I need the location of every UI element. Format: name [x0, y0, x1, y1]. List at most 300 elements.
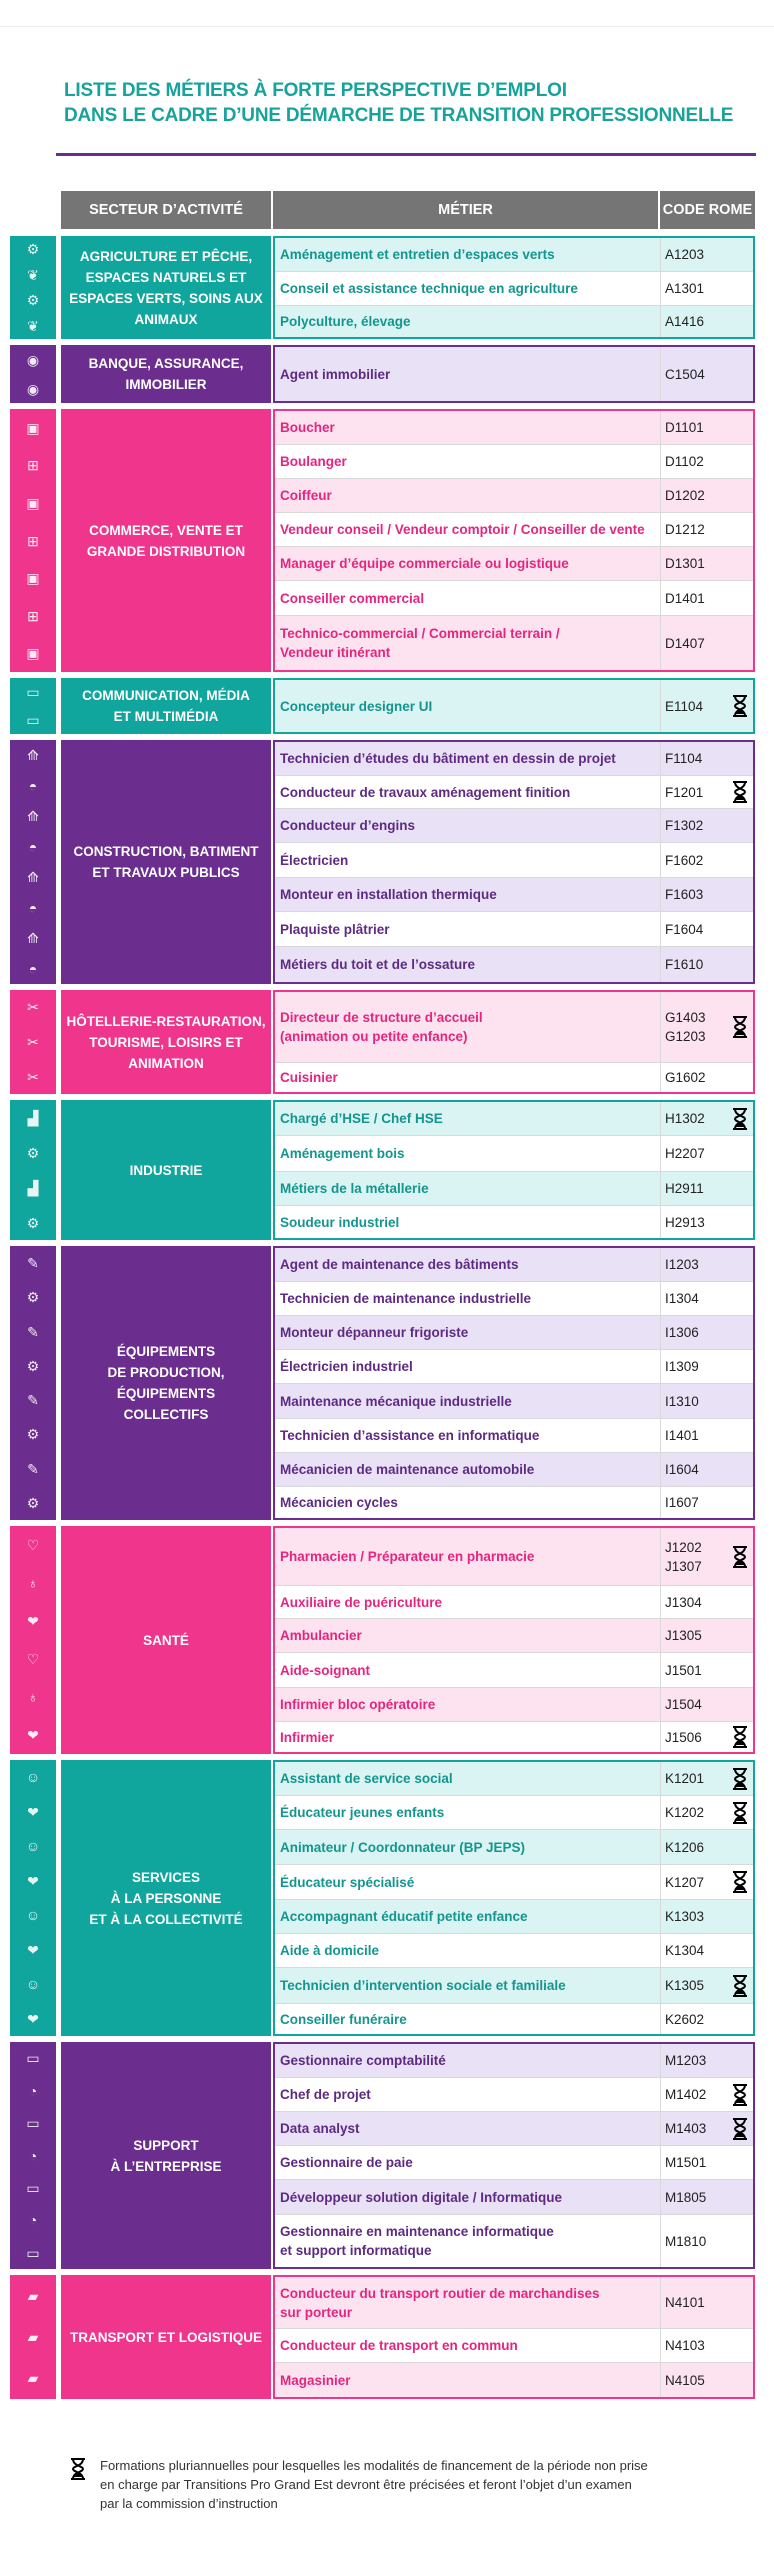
table-row: [275, 445, 753, 479]
sector-jobs: [273, 1100, 755, 1240]
job-label: [275, 1796, 661, 1829]
helmet-icon: ◓: [28, 838, 38, 855]
rome-code-line: J1202: [665, 1539, 702, 1555]
rome-code: [661, 1934, 753, 1967]
table-row: [275, 2044, 753, 2078]
job-label-line: Conseiller funéraire: [280, 2011, 407, 2027]
monitor-icon: ▭: [26, 684, 40, 700]
job-label: [275, 1282, 661, 1315]
sector-name-line: CONSTRUCTION, BATIMENT: [73, 844, 259, 859]
job-label: [275, 1453, 661, 1486]
rome-code: [661, 2180, 753, 2214]
sector-name-line: ANIMATION: [128, 1055, 204, 1071]
tractor-icon: ⚙: [26, 240, 40, 257]
sector-block: [10, 1100, 755, 1240]
job-label: [275, 843, 661, 877]
job-label-line: Agent immobilier: [280, 366, 391, 382]
job-label-line: Monteur dépanneur frigoriste: [280, 1325, 469, 1340]
helmet-icon: ◓: [28, 960, 38, 977]
job-label-line: Éducateur jeunes enfants: [280, 1805, 445, 1820]
table-row: [275, 843, 753, 878]
sector-block: [10, 2042, 755, 2269]
sector-icon-strip: [10, 2275, 56, 2399]
job-label-line: Animateur / Coordonnateur (BP JEPS): [280, 1839, 526, 1855]
rome-code: [661, 2146, 753, 2179]
rome-code-line: I1401: [665, 1428, 699, 1443]
rome-code-line: K1202: [665, 1805, 705, 1820]
cart-icon: ⊞: [27, 532, 39, 549]
crane-icon: ⟰: [27, 930, 39, 947]
job-label: [275, 1102, 661, 1135]
table-row: [275, 1722, 753, 1752]
job-label-line: Monteur en installation thermique: [280, 887, 497, 902]
rome-code-line: K1304: [665, 1943, 705, 1958]
job-label-line: Boulanger: [280, 454, 347, 469]
sector-block: [10, 345, 755, 403]
rome-code-line: J1504: [665, 1697, 702, 1712]
helmet-icon: ◓: [28, 777, 38, 794]
sector-name-line: ANIMAUX: [134, 311, 198, 327]
sector-name-line: ET MULTIMÉDIA: [113, 709, 219, 724]
job-label: [275, 992, 661, 1062]
table-row: [275, 776, 753, 809]
rome-code: [661, 1762, 753, 1795]
hourglass-icon: [732, 1975, 748, 1997]
job-label: [275, 1934, 661, 1967]
job-label: [275, 912, 661, 946]
job-label-line: Technicien d’intervention sociale et familiale: [280, 1978, 566, 1993]
rome-code-line: I1604: [665, 1462, 699, 1477]
table-row: [275, 1586, 753, 1619]
job-label: [275, 1206, 661, 1238]
truck-icon: ▰: [27, 2370, 39, 2387]
job-label-line: Boucher: [280, 420, 335, 435]
sector-name: [61, 740, 271, 984]
gear-icon: ⚙: [26, 1289, 40, 1306]
job-label-line: Coiffeur: [280, 488, 332, 503]
rome-code-line: A1203: [665, 247, 705, 262]
sector-block: [10, 1246, 755, 1520]
table-row: [275, 1172, 753, 1206]
rome-code-line: J1501: [665, 1662, 702, 1678]
table-row: [275, 1487, 753, 1518]
job-label: [275, 1586, 661, 1618]
job-label: [275, 1316, 661, 1349]
table-row: [275, 1419, 753, 1453]
table-row: [275, 2112, 753, 2146]
rome-code: [661, 581, 753, 615]
sector-jobs: [273, 740, 755, 984]
rome-code-line: K1207: [665, 1874, 705, 1890]
job-label-line: Éducateur spécialisé: [280, 1874, 415, 1890]
table-row: [275, 878, 753, 912]
rome-code: [661, 1688, 753, 1721]
gear-icon: ⚙: [26, 1214, 40, 1231]
table-row: [275, 1248, 753, 1282]
rome-code: [661, 1453, 753, 1486]
rome-code-line: D1401: [665, 590, 705, 606]
hourglass-icon: [732, 2084, 748, 2106]
sector-name: [61, 990, 271, 1094]
sector-icon-strip: [10, 2042, 56, 2269]
rome-code: [661, 547, 753, 580]
crane-icon: ⟰: [27, 747, 39, 764]
sector-jobs: [273, 236, 755, 339]
table-row: [275, 1063, 753, 1092]
sector-icon-strip: [10, 1100, 56, 1240]
rome-code-line: F1104: [665, 751, 703, 766]
job-label: [275, 809, 661, 842]
rome-code-line: F1302: [665, 818, 704, 833]
shopping-bag-icon: ▣: [26, 494, 40, 511]
table-row: [275, 479, 753, 513]
rome-code-line: G1602: [665, 1070, 706, 1085]
table-row: [275, 1796, 753, 1830]
laptop-icon: ▭: [26, 2050, 40, 2067]
job-label-line: sur porteur: [280, 2304, 353, 2320]
job-label-line: Technicien d’études du bâtiment en dessin de projet: [280, 751, 616, 766]
hourglass-icon: [732, 1546, 748, 1568]
hand-heart-icon: ❤: [27, 1803, 39, 1820]
rome-code: [661, 2329, 753, 2362]
job-label-line: Plaquiste plâtrier: [280, 921, 390, 937]
rome-code-line: M1501: [665, 2155, 707, 2170]
hourglass-icon: [732, 1802, 748, 1824]
rome-code: [661, 272, 753, 305]
shopping-bag-icon: ▣: [26, 570, 40, 587]
rome-code-line: F1604: [665, 921, 704, 937]
job-label: [275, 1136, 661, 1171]
table-row: [275, 2363, 753, 2397]
job-label-line: (animation ou petite enfance): [280, 1029, 468, 1044]
hand-heart-icon: ❤: [27, 1941, 39, 1958]
hourglass-icon: [732, 1016, 748, 1038]
header-sector: SECTEUR D’ACTIVITÉ: [61, 191, 271, 229]
rome-code-line: I1310: [665, 1393, 699, 1409]
job-label-line: Soudeur industriel: [280, 1214, 400, 1230]
job-label-line: Maintenance mécanique industrielle: [280, 1393, 512, 1409]
rome-code-line: N4103: [665, 2338, 705, 2353]
sector-block: [10, 740, 755, 984]
rome-code: [661, 616, 753, 670]
rome-code-line: H2207: [665, 1146, 705, 1161]
sector-name-line: INDUSTRIE: [129, 1162, 203, 1178]
job-label-line: Métiers de la métallerie: [280, 1181, 429, 1196]
job-label: [275, 306, 661, 337]
tools-icon: ✂: [27, 1034, 39, 1050]
footnote-line: par la commission d’instruction: [100, 2496, 278, 2511]
header-job: MÉTIER: [273, 191, 658, 229]
rome-code-line: H2913: [665, 1214, 705, 1230]
factory-icon: ▟: [27, 1109, 39, 1126]
hourglass-icon: [732, 2118, 748, 2140]
sector-name-line: ESPACES NATURELS ET: [85, 269, 247, 285]
cart-icon: ⊞: [27, 607, 39, 624]
sector-block: [10, 409, 755, 672]
rome-code: [661, 2277, 753, 2328]
truck-icon: ▰: [27, 2329, 39, 2345]
job-label-line: Accompagnant éducatif petite enfance: [280, 1909, 528, 1924]
job-label-line: Gestionnaire de paie: [280, 2155, 413, 2170]
job-label: [275, 1968, 661, 2003]
sector-block: [10, 990, 755, 1094]
rome-code-line: M1402: [665, 2087, 707, 2102]
rome-code-line: I1309: [665, 1359, 699, 1374]
rome-code-line: F1201: [665, 784, 704, 800]
job-label: [275, 947, 661, 982]
rome-code: [661, 2044, 753, 2077]
job-label: [275, 680, 661, 732]
rome-code: [661, 306, 753, 337]
title-rule: [56, 153, 756, 156]
job-label: [275, 1487, 661, 1518]
sector-name-line: TOURISME, LOISIRS ET: [89, 1034, 243, 1050]
sector-jobs: [273, 1526, 755, 1754]
sector-block: [10, 1760, 755, 2036]
sector-name: [61, 1760, 271, 2036]
sector-jobs: [273, 2275, 755, 2399]
job-label-line: Vendeur conseil / Vendeur comptoir / Conseiller de vente: [280, 522, 645, 537]
sector-name-line: ÉQUIPEMENTS: [116, 1344, 216, 1359]
table-row: [275, 1688, 753, 1722]
job-label: [275, 776, 661, 808]
rome-code: [661, 2112, 753, 2145]
sector-name-line: ESPACES VERTS, SOINS AUX: [69, 290, 263, 306]
rome-code: [661, 992, 753, 1062]
sector-name-line: AGRICULTURE ET PÊCHE,: [79, 248, 253, 264]
sector-icon-strip: [10, 409, 56, 672]
tooth-icon: ♡: [26, 1537, 40, 1553]
job-label: [275, 1762, 661, 1795]
rome-code-line: I1306: [665, 1325, 699, 1340]
rome-code: [661, 878, 753, 911]
table-row: [275, 680, 753, 732]
table-row: [275, 272, 753, 306]
rome-code: [661, 1968, 753, 2003]
baby-icon: ☺: [25, 1907, 41, 1924]
table-row: [275, 2078, 753, 2112]
truck-icon: ▰: [27, 2287, 39, 2304]
table-row: [275, 581, 753, 616]
rome-code-line: F1610: [665, 957, 704, 972]
hand-heart-icon: ❤: [27, 1613, 39, 1629]
rome-code: [661, 1282, 753, 1315]
rome-code: [661, 1063, 753, 1092]
sector-block: [10, 1526, 755, 1754]
table-row: [275, 2329, 753, 2363]
job-label: [275, 2180, 661, 2214]
rome-code-line: G1403: [665, 1010, 706, 1025]
piggy-bank-icon: ◉: [26, 351, 40, 368]
sector-name: [61, 678, 271, 734]
rome-code: [661, 513, 753, 546]
laptop-icon: ▭: [26, 2115, 40, 2132]
sector-name-line: TRANSPORT ET LOGISTIQUE: [69, 2329, 262, 2345]
chart-icon: ◔: [28, 2147, 38, 2164]
job-label-line: Mécanicien cycles: [280, 1495, 398, 1510]
job-label: [275, 2078, 661, 2111]
job-label-line: Gestionnaire comptabilité: [280, 2053, 446, 2068]
piggy-bank-icon: ◉: [26, 380, 40, 397]
job-label: [275, 2044, 661, 2077]
rome-code-line: J1307: [665, 1558, 702, 1574]
table-row: [275, 1900, 753, 1934]
table-row: [275, 547, 753, 581]
sector-block: [10, 236, 755, 339]
page-title: [64, 78, 764, 128]
rome-code-line: J1506: [665, 1729, 702, 1745]
rome-code: [661, 1796, 753, 1829]
table-row: [275, 1453, 753, 1487]
rome-code: [661, 479, 753, 512]
rome-code-line: M1805: [665, 2189, 707, 2205]
rome-code: [661, 1350, 753, 1383]
wrench-icon: ✎: [27, 1392, 39, 1409]
table-row: [275, 809, 753, 843]
table-row: [275, 2004, 753, 2034]
table-row: [275, 1350, 753, 1384]
rome-code-line: K1303: [665, 1909, 705, 1924]
rome-code: [661, 2078, 753, 2111]
rome-code: [661, 1172, 753, 1205]
job-label: [275, 547, 661, 580]
job-label-line: Aide-soignant: [280, 1662, 370, 1678]
job-label-line: Infirmier: [280, 1729, 335, 1745]
tooth-icon: ♡: [26, 1651, 40, 1667]
sector-name-line: COLLECTIFS: [123, 1407, 209, 1422]
sector-jobs: [273, 2042, 755, 2269]
hourglass-icon: [732, 1871, 748, 1893]
job-label-line: Chargé d’HSE / Chef HSE: [280, 1111, 443, 1126]
job-label: [275, 1900, 661, 1933]
rome-code: [661, 1384, 753, 1418]
sector-name-line: DE PRODUCTION,: [107, 1365, 225, 1380]
sector-name: [61, 1246, 271, 1520]
sector-jobs: [273, 990, 755, 1094]
baby-icon: ☺: [25, 1976, 41, 1993]
gear-icon: ⚙: [26, 1494, 40, 1511]
rome-code: [661, 1487, 753, 1518]
job-label: [275, 2004, 661, 2034]
footnote-line: en charge par Transitions Pro Grand Est devront être précisées et feront l’objet d’un examen: [100, 2477, 632, 2492]
rome-code-line: I1304: [665, 1291, 699, 1306]
job-label-line: Technicien d’assistance en informatique: [280, 1428, 540, 1443]
job-label-line: Cuisinier: [280, 1070, 338, 1085]
sector-icon-strip: [10, 1760, 56, 2036]
rome-code-line: F1602: [665, 852, 704, 868]
rome-code: [661, 1248, 753, 1281]
table-row: [275, 2277, 753, 2329]
sector-icon-strip: [10, 345, 56, 403]
rome-code-line: K1206: [665, 1839, 705, 1855]
top-divider: [0, 26, 774, 27]
leaf-icon: ❦: [27, 318, 39, 335]
gear-icon: ⚙: [26, 1144, 40, 1161]
table-row: [275, 238, 753, 272]
rome-code-line: N4101: [665, 2295, 705, 2310]
job-label-line: Technico-commercial / Commercial terrain /: [280, 626, 560, 641]
rome-code: [661, 912, 753, 946]
table-row: [275, 1865, 753, 1900]
sector-jobs: [273, 1760, 755, 2036]
job-label: [275, 238, 661, 271]
sector-icon-strip: [10, 678, 56, 734]
sector-icon-strip: [10, 1526, 56, 1754]
job-label-line: Conducteur d’engins: [280, 818, 415, 833]
job-label-line: Chef de projet: [280, 2087, 371, 2102]
job-label: [275, 1865, 661, 1899]
rome-code: [661, 1653, 753, 1687]
sector-name: [61, 2042, 271, 2269]
sector-name-line: À L’ENTREPRISE: [110, 2158, 222, 2174]
rome-code: [661, 1722, 753, 1752]
rome-code-line: J1304: [665, 1594, 702, 1610]
job-label-line: Mécanicien de maintenance automobile: [280, 1462, 535, 1477]
table-row: [275, 411, 753, 445]
sector-name-line: ET À LA COLLECTIVITÉ: [89, 1911, 243, 1927]
job-label-line: Infirmier bloc opératoire: [280, 1697, 436, 1712]
rome-code: [661, 1586, 753, 1618]
job-label-line: et support informatique: [280, 2243, 432, 2258]
table-row: [275, 1384, 753, 1419]
job-label: [275, 2363, 661, 2397]
header-code: CODE ROME: [660, 191, 755, 229]
monitor-icon: ▭: [26, 712, 40, 728]
job-label-line: Développeur solution digitale / Informatique: [280, 2189, 563, 2205]
hourglass-icon: [732, 781, 748, 803]
table-row: [275, 2215, 753, 2267]
sector-jobs: [273, 678, 755, 734]
wrench-icon: ✎: [27, 1323, 39, 1340]
table-row: [275, 2146, 753, 2180]
rome-code-line: N4105: [665, 2372, 705, 2388]
sector-icon-strip: [10, 1246, 56, 1520]
job-label: [275, 581, 661, 615]
job-label: [275, 1653, 661, 1687]
footnote-line: Formations pluriannuelles pour lesquelles les modalités de financement de la période non prise: [100, 2458, 648, 2473]
job-label: [275, 411, 661, 444]
rome-code: [661, 1619, 753, 1652]
sector-name-line: ET TRAVAUX PUBLICS: [92, 865, 240, 880]
rome-code-line: A1416: [665, 314, 705, 329]
rome-code: [661, 1419, 753, 1452]
job-label-line: Polyculture, élevage: [280, 314, 411, 329]
rome-code-line: I1203: [665, 1257, 699, 1272]
job-label: [275, 272, 661, 305]
rome-code-line: A1301: [665, 281, 705, 296]
job-label: [275, 2146, 661, 2179]
table-row: [275, 347, 753, 401]
hand-heart-icon: ❤: [27, 1872, 39, 1889]
table-row: [275, 513, 753, 547]
job-label: [275, 742, 661, 775]
job-label-line: Ambulancier: [280, 1628, 362, 1643]
rome-code: [661, 2004, 753, 2034]
hourglass-icon: [732, 695, 748, 717]
job-label-line: Data analyst: [280, 2121, 360, 2136]
stethoscope-icon: ♁: [27, 1689, 39, 1705]
rome-code-line: C1504: [665, 366, 705, 382]
rome-code: [661, 1830, 753, 1864]
job-label-line: Pharmacien / Préparateur en pharmacie: [280, 1549, 535, 1564]
sector-icon-strip: [10, 236, 56, 339]
table-row: [275, 1528, 753, 1586]
rome-code-line: D1407: [665, 635, 705, 651]
hand-heart-icon: ❤: [27, 2010, 39, 2027]
table-row: [275, 1762, 753, 1796]
job-label: [275, 1172, 661, 1205]
job-label-line: Directeur de structure d’accueil: [280, 1010, 483, 1025]
